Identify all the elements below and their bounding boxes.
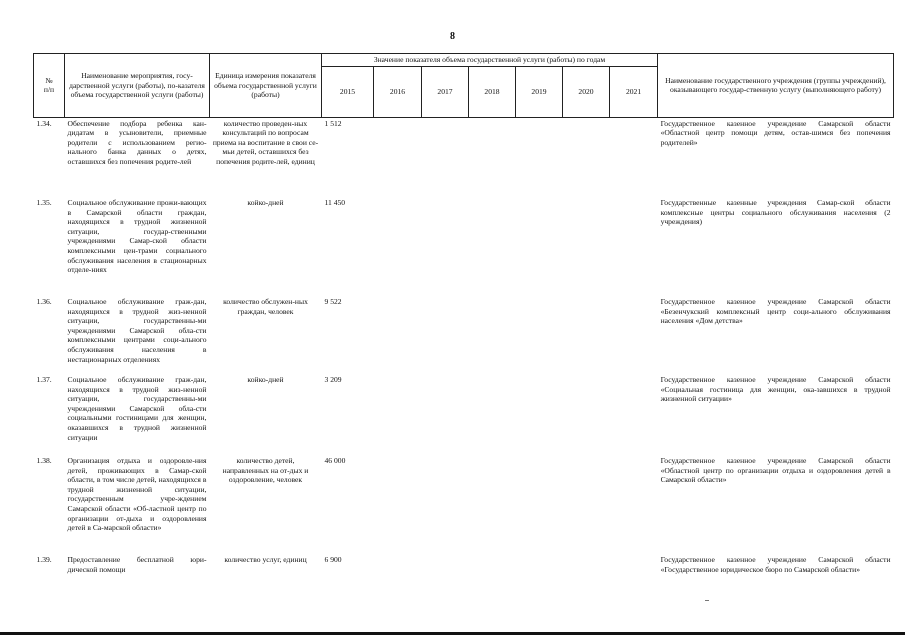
row-name: Обеспечение подбора ребенка кан-дидатам в усыновители, приемные родители с использованием регио-нального банка данных о детях, оставшихся без попечения родите-лей (67, 118, 207, 166)
row-num: 1.35. (36, 198, 52, 208)
row-unit: количество проведен-ных консультаций по вопросам приема на воспитание в свои се-мьи детей, оставшихся без попечения родите-лей, единиц (212, 118, 319, 166)
header-year: 2017 (422, 66, 469, 117)
row-name: Социальное обслуживание граж-дан, находящихся в трудной жиз-ненной ситуации, государственны-ми учреждениями Самарской обла-сти комплексными центрами соци-ального обслуживания населения в нестационарных отделениях (67, 297, 207, 364)
table-row (34, 117, 894, 197)
header-year: 2019 (516, 66, 563, 117)
row-unit: койко-дней (247, 375, 284, 385)
header-year: 2015 (322, 66, 374, 117)
row-institution: Государственное казенное учреждение Самарской области «Государственное юридическое бюро по Самарской области» (660, 555, 891, 574)
table-row (34, 296, 894, 374)
row-num: 1.37. (36, 375, 52, 385)
header-unit: Единица измерения показателя объема государственной услуги (работы) (210, 54, 322, 118)
row-institution: Государственное казенное учреждение Самарской области «Областной центр по организации отдыха и оздоровления детей в Самарской области» (660, 456, 891, 485)
row-name: Предоставление бесплатной юри-дической помощи (67, 555, 207, 574)
row-value-2015: 46 000 (324, 456, 346, 466)
header-year: 2016 (374, 66, 422, 117)
row-institution: Государственное казенное учреждение Самарской области «Областной центр помощи детям, остав-шимся без попечения родителей» (660, 118, 891, 147)
header-year: 2020 (563, 66, 610, 117)
table-row (34, 554, 894, 594)
row-unit: количество обслужен-ных граждан, человек (223, 297, 308, 316)
header-values-group: Значение показателя объема государственной услуги (работы) по годам (322, 54, 658, 67)
services-table (33, 53, 894, 594)
row-unit: количество услуг, единиц (224, 555, 307, 565)
row-value-2015: 9 522 (324, 297, 342, 307)
page-bottom-edge (0, 632, 905, 635)
row-name: Социальное обслуживание прожи-вающих в Самарской области граждан, находящихся в трудной жизненной ситуации, государ-ственными учреждениями Самар-ской области комплексными цен-трами социального обслуживания населения в стационарных отделе-ниях (67, 198, 207, 275)
row-unit: койко-дней (247, 198, 284, 208)
row-num: 1.39. (36, 555, 52, 565)
header-institution: Наименование государственного учреждения (группы учреждений), оказывающего государ-ственную услугу (выполняющего работу) (658, 54, 894, 118)
scan-speck (705, 600, 709, 601)
page-number: 8 (450, 31, 455, 42)
row-num: 1.36. (36, 297, 52, 307)
row-institution: Государственное казенное учреждение Самарской области «Безенчукский комплексный центр соци-ального обслуживания населения «Дом детства» (660, 297, 891, 326)
row-value-2015: 3 209 (324, 375, 342, 385)
row-institution: Государственное казенное учреждение Самарской области «Социальная гостиница для женщин, ока-завшихся в трудной жизненной ситуации» (660, 375, 891, 404)
row-name: Организация отдыха и оздоровле-ния детей, проживающих в Самар-ской области, в том числе детей, находящихся в трудной жизненной ситуации, государственным учре-ждением Самарской области «Об-ластной центр по организации от-дыха и оздоровления детей в Са-марской области» (67, 456, 207, 533)
header-name: Наименование мероприятия, госу-дарственной услуги (работы), по-казателя объема государственной услуги (работы) (65, 54, 210, 118)
row-name: Социальное обслуживание граж-дан, находящихся в трудной жиз-ненной ситуации, государственны-ми учреждениями Самарской обла-сти социальными гостиницами для женщин, оказавшихся в трудной жизненной ситуации (67, 375, 207, 442)
header-num: № п/п (34, 54, 65, 118)
row-value-2015: 1 512 (324, 118, 342, 128)
row-institution: Государственные казенные учреждения Самар-ской области комплексные центры социального обслуживания населения (2 учреждения) (660, 198, 891, 227)
row-num: 1.38. (36, 456, 52, 466)
row-num: 1.34. (36, 118, 52, 128)
header-year: 2021 (610, 66, 658, 117)
header-year: 2018 (469, 66, 516, 117)
table-row (34, 197, 894, 296)
row-value-2015: 11 450 (324, 198, 346, 208)
table-row (34, 374, 894, 455)
table-row (34, 455, 894, 554)
row-unit: количество детей, направленных на от-дых и оздоровление, человек (222, 456, 309, 485)
row-value-2015: 6 900 (324, 555, 342, 565)
